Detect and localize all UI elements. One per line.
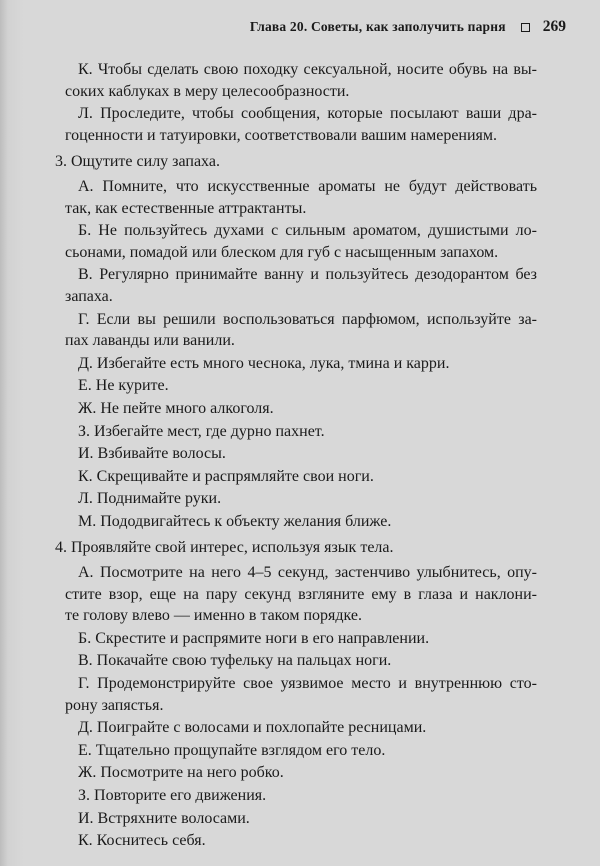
text-line: Г. Продемонстрируйте свое уязвимое место и внутреннюю сто- [78,675,537,693]
text-line: Б. Не пользуйтесь духами с сильным ароматом, душистыми ло- [78,222,537,240]
text-line: Ж. Посмотрите на него робко. [78,764,284,782]
paragraph-letter [65,309,537,352]
paragraph-letter [65,762,537,784]
text-line: В. Регулярно принимайте ванну и пользуйтесь дезодорантом без [78,266,537,284]
text-line: сьонами, помадой или блеском для губ с насыщенным запахом. [65,243,499,261]
paragraph-letter [65,740,537,762]
paragraph-letter [65,717,537,739]
text-line: Е. Тщательно прощупайте взглядом его тело. [78,741,386,759]
text-line: пах лаванды или ванили. [65,332,235,350]
paragraph-letter [65,488,537,510]
paragraph-letter [65,466,537,488]
text-line: Е. Не курите. [78,377,169,395]
page-content [55,59,537,852]
text-line: В. Покачайте свою туфельку на пальцах ноги. [78,652,392,670]
paragraph-letter [65,353,537,375]
text-line: М. Пододвигайтесь к объекту желания ближе. [78,512,392,530]
text-line: те голову влево — именно в таком порядке. [65,607,362,625]
text-line: стите взор, еще на пару секунд взгляните ему в глаза и наклони- [65,585,537,603]
paragraph-letter [65,375,537,397]
paragraph-letter [65,511,537,533]
text-line: И. Встряхните волосами. [78,809,250,827]
paragraph-letter [65,562,537,627]
text-line: К. Чтобы сделать свою походку сексуальной, носите обувь на вы- [78,61,537,78]
text-line: так, как естественные аттрактанты. [65,199,307,217]
paragraph-letter [65,220,537,263]
text-line: соких каблуках в меру целесообразности. [65,82,350,100]
square-bullet-icon [521,23,530,32]
text-line: запаха. [65,287,113,305]
paragraph-letter [65,443,537,465]
paragraph-letter [65,628,537,650]
text-line: рону запястья. [65,696,164,714]
text-line: Л. Проследите, чтобы сообщения, которые посылают ваши дра- [78,105,537,123]
paragraph-letter [65,673,537,716]
paragraph-letter [65,398,537,420]
text-line: А. Посмотрите на него 4–5 секунд, застенчиво улыбнитесь, опу- [78,564,537,582]
paragraph-letter [65,59,537,102]
paragraph-number [55,537,537,559]
text-line: К. Скрещивайте и распрямляйте свои ноги. [78,467,374,485]
text-line: 3. Ощутите силу запаха. [55,153,220,171]
text-line: З. Повторите его движения. [78,787,267,804]
text-line: Ж. Не пейте много алкоголя. [78,399,274,417]
paragraph-letter [65,830,537,852]
text-line: Б. Скрестите и распрямите ноги в его направлении. [78,629,430,647]
text-line: Л. Поднимайте руки. [78,490,222,508]
paragraph-letter [65,103,537,146]
chapter-title: Глава 20. Советы, как заполучить парня [249,19,506,34]
text-line: Г. Если вы решили воспользоваться парфюмом, используйте за- [78,310,537,328]
text-line: 4. Проявляйте свой интерес, используя язык тела. [55,539,394,557]
paragraph-letter [65,176,537,219]
text-line: Д. Поиграйте с волосами и похлопайте ресницами. [78,719,427,737]
text-line: И. Взбивайте волосы. [78,445,226,463]
paragraph-letter [65,785,537,807]
page-header [65,18,566,36]
text-line: гоценности и татуировки, соответствовали вашим намерениям. [65,126,498,144]
text-line: Д. Избегайте есть много чеснока, лука, тмина и карри. [78,354,450,372]
text-line: К. Коснитесь себя. [78,832,206,850]
text-line: З. Избегайте мест, где дурно пахнет. [78,422,325,440]
paragraph-letter [65,808,537,830]
page-number: 269 [542,18,566,35]
paragraph-number [55,151,537,173]
paragraph-letter [65,421,537,443]
text-line: А. Помните, что искусственные ароматы не будут действовать [78,177,537,195]
paragraph-letter [65,650,537,672]
paragraph-letter [65,264,537,307]
